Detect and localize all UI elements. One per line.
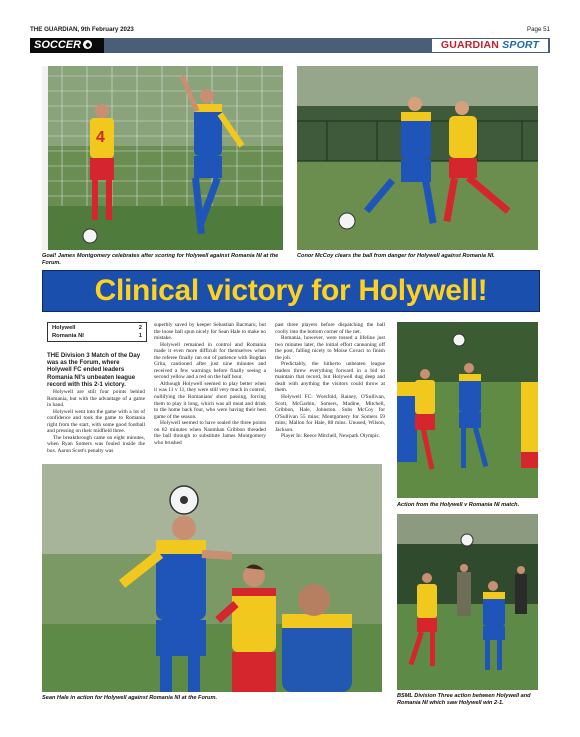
caption-match-action: Action from the Holywell v Romania NI match.: [397, 502, 520, 508]
guardian-sport-logo: GUARDIAN SPORT: [432, 39, 548, 52]
photo-bsml-action: [397, 514, 538, 690]
article-paragraph: Holywell are still four points behind Romania, but with the advantage of a game in hand.: [47, 389, 145, 409]
caption-bsml-action: BSML Division Three action between Holywell and Romania NI which saw Holywell win 2-1.: [397, 693, 531, 706]
article-paragraph: past three players before dispatching the ball coolly into the bottom corner of the net.: [275, 322, 385, 335]
headline-banner: [42, 270, 540, 312]
score-row-away: [52, 333, 142, 341]
photo-clearance: [297, 66, 538, 250]
team-lineup: Holywell FC: Worsfold, Rainey, O'Sullivan, Scott, McGarbin, Somers, Madine, Mitchell, Gribbon, Hale, Johnston. Subs McCoy for O'Sullivan 55 mins; Montgomery for Somers 59 mins; Mallon for Hale, 88 mins. Unused, Wilson, Jackson.: [275, 394, 385, 433]
masthead-date: THE GUARDIAN, 9th February 2023: [30, 26, 134, 33]
article-column-2: [154, 322, 266, 446]
article-column-3: [275, 322, 385, 440]
article-paragraph: Predictably, the hitherto unbeaten league leaders threw everything forward in a bid to maintain that record, but Holywell dug deep and dealt with anything the visitors could throw at them.: [275, 361, 385, 394]
article-paragraph: superbly saved by keeper Sebastian Bacmaru, but the loose ball spun nicely for Sean Hale to make no mistake.: [154, 322, 266, 342]
headline-text: Clinical victory for Holywell!: [94, 274, 488, 307]
soccer-section-label: SOCCER: [30, 38, 104, 53]
svg-text:4: 4: [96, 129, 105, 146]
page-masthead: [30, 26, 550, 36]
article-column-1: [47, 352, 145, 454]
article-paragraph: The breakthrough came on eight minutes, when Ryan Somers was fouled inside the box. Aaron Scott's penalty was: [47, 434, 145, 454]
away-team: Romania NI: [52, 332, 84, 339]
score-box: [47, 322, 147, 342]
score-row-home: [52, 325, 142, 333]
article-paragraph: Holywell seemed to have sealed the three points on 82 minutes when Naomhan Gribbon threaded the ball through to substitute James Montgomery who brushed: [154, 420, 266, 446]
football-icon: [83, 40, 92, 49]
caption-goal-celebration: Goal! James Montgomery celebrates after scoring for Holywell against Romania NI at the Forum.: [42, 253, 279, 266]
article-paragraph: Romania, however, were tossed a lifeline just two minutes later, the initial effort cannoning off the post, falling nicely to Moise Covaci to finish the job.: [275, 335, 385, 361]
article-paragraph: Holywell remained in control and Romania made it even more difficult for themselves when the referee finally ran out of patience with Bogdan Grita, cautioned after just nine minutes and received a few warnings before finally seeing a second yellow and a red on the half hour.: [154, 341, 266, 381]
page-number: Page 51: [526, 26, 550, 33]
player-in: Player In: Reece Mitchell, Newpark Olympic.: [281, 433, 381, 440]
article-paragraph: Although Holywell seemed to play better when it was 11 v 11, they were still very much in control, nullifying the Romanians' short passing, forcing them to play it long, which was all meat and drink to the home back four, who were having their best game of the season.: [154, 380, 266, 420]
article-paragraph: Holywell went into the game with a lot of confidence and took the game to Romania right from the start, with some good football and pressing on their midfield three.: [47, 408, 145, 435]
photo-sean-hale-header: [42, 464, 382, 692]
section-bar: [30, 38, 550, 53]
away-score: 1: [138, 332, 142, 339]
home-team: Holywell: [52, 325, 76, 331]
caption-sean-hale: Sean Hale in action for Holywell against Romania NI at the Forum.: [42, 695, 217, 701]
home-score: 2: [138, 325, 142, 331]
caption-clearance: Conor McCoy clears the ball from danger for Holywell against Romania NI.: [297, 253, 495, 259]
photo-goal-celebration: [42, 66, 283, 250]
article-intro: THE Division 3 Match of the Day was as the Forum, where Holywell FC ended leaders Romania NI's unbeaten league record with this 2-1 victory.: [47, 352, 141, 388]
photo-match-action: [397, 322, 538, 498]
